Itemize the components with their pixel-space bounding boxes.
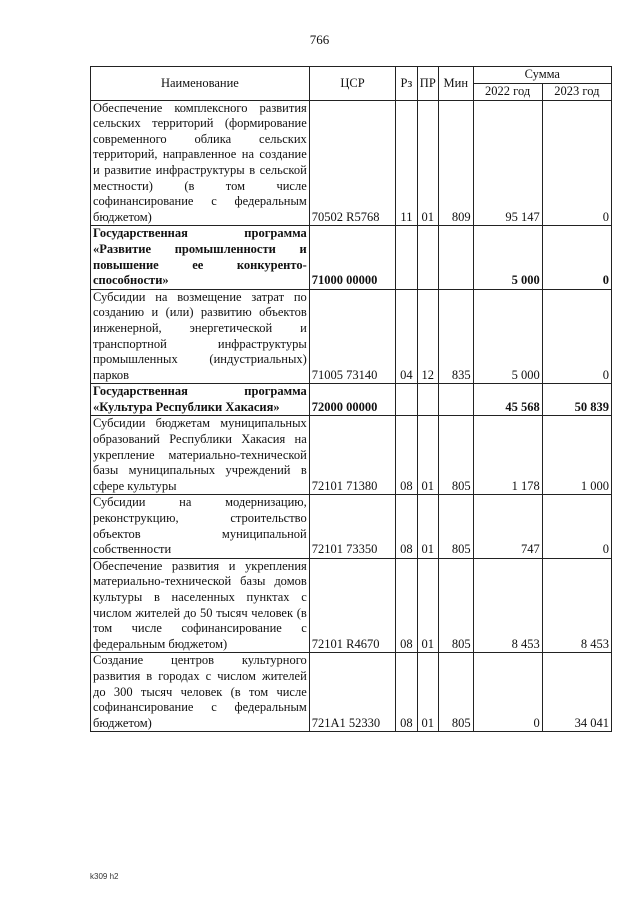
row-pr: 12 — [417, 289, 438, 384]
header-year-2022: 2022 год — [473, 83, 542, 100]
row-pr: 01 — [417, 100, 438, 226]
row-rz — [396, 226, 417, 289]
row-amount-2022: 5 000 — [473, 226, 542, 289]
budget-table — [90, 66, 612, 732]
row-csr: 72101 71380 — [309, 416, 395, 495]
table-row — [91, 100, 612, 226]
row-amount-2022: 5 000 — [473, 289, 542, 384]
footer-code: k309 h2 — [90, 872, 119, 881]
row-min: 805 — [438, 416, 473, 495]
row-pr — [417, 384, 438, 416]
row-min: 809 — [438, 100, 473, 226]
row-min: 805 — [438, 495, 473, 558]
row-pr: 01 — [417, 558, 438, 653]
row-rz: 08 — [396, 558, 417, 653]
header-name: Наименование — [91, 67, 310, 101]
table-row — [91, 558, 612, 653]
row-amount-2022: 8 453 — [473, 558, 542, 653]
row-amount-2023: 0 — [542, 289, 611, 384]
row-amount-2022: 1 178 — [473, 416, 542, 495]
row-rz: 08 — [396, 653, 417, 732]
row-csr: 71000 00000 — [309, 226, 395, 289]
row-name: Государственная программа «Культура Республики Хакасия» — [91, 384, 310, 416]
row-rz: 08 — [396, 416, 417, 495]
row-amount-2023: 0 — [542, 100, 611, 226]
row-amount-2022: 747 — [473, 495, 542, 558]
row-csr: 721A1 52330 — [309, 653, 395, 732]
row-min: 805 — [438, 558, 473, 653]
header-rz: Рз — [396, 67, 417, 101]
page-number: 766 — [309, 32, 330, 47]
table-row — [91, 289, 612, 384]
row-amount-2022: 45 568 — [473, 384, 542, 416]
table-row — [91, 416, 612, 495]
row-csr: 70502 R5768 — [309, 100, 395, 226]
row-min: 835 — [438, 289, 473, 384]
row-name: Субсидии на модернизацию, реконструкцию, строительство объектов муниципальной собственности — [91, 495, 310, 558]
row-amount-2022: 0 — [473, 653, 542, 732]
row-rz: 11 — [396, 100, 417, 226]
header-pr: ПР — [417, 67, 438, 101]
row-amount-2023: 8 453 — [542, 558, 611, 653]
row-pr — [417, 226, 438, 289]
row-amount-2023: 0 — [542, 495, 611, 558]
header-year-2023: 2023 год — [542, 83, 611, 100]
row-rz: 04 — [396, 289, 417, 384]
row-amount-2023: 34 041 — [542, 653, 611, 732]
row-csr: 72000 00000 — [309, 384, 395, 416]
row-rz: 08 — [396, 495, 417, 558]
row-name: Субсидии бюджетам муниципальных образований Республики Хакасия на укрепление материально-технической базы муниципальных учреждений в сфере культуры — [91, 416, 310, 495]
row-name: Создание центров культурного развития в городах с числом жителей до 300 тысяч человек (в том числе софинансирование с федеральным бюджетом) — [91, 653, 310, 732]
table-row — [91, 495, 612, 558]
row-pr: 01 — [417, 495, 438, 558]
row-name: Субсидии на возмещение затрат по созданию и (или) развитию объектов инженерной, энергетической и транспортной инфраструктуры промышленных (индустриальных) парков — [91, 289, 310, 384]
row-min: 805 — [438, 653, 473, 732]
table-row — [91, 384, 612, 416]
row-amount-2023: 0 — [542, 226, 611, 289]
row-csr: 72101 73350 — [309, 495, 395, 558]
header-min: Мин — [438, 67, 473, 101]
row-amount-2023: 50 839 — [542, 384, 611, 416]
table-body — [91, 100, 612, 732]
row-name: Государственная программа «Развитие промышленности и повышение ее конкурентоспособности» — [91, 226, 310, 289]
row-name: Обеспечение развития и укрепления материально-технической базы домов культуры в населенных пунктах с числом жителей до 50 тысяч человек (в том числе софинансирование с федеральным бюджетом) — [91, 558, 310, 653]
row-min — [438, 384, 473, 416]
header-sum: Сумма — [473, 67, 611, 84]
row-rz — [396, 384, 417, 416]
row-pr: 01 — [417, 416, 438, 495]
row-csr: 72101 R4670 — [309, 558, 395, 653]
row-csr: 71005 73140 — [309, 289, 395, 384]
table-row — [91, 226, 612, 289]
row-amount-2022: 95 147 — [473, 100, 542, 226]
row-min — [438, 226, 473, 289]
header-csr: ЦСР — [309, 67, 395, 101]
row-name: Обеспечение комплексного развития сельских территорий (формирование современного облика сельских территорий, направленное на создание и развитие инфраструктуры в сельской местности) (в том числе софинансирование с федеральным бюджетом) — [91, 100, 310, 226]
row-amount-2023: 1 000 — [542, 416, 611, 495]
row-pr: 01 — [417, 653, 438, 732]
table-row — [91, 653, 612, 732]
